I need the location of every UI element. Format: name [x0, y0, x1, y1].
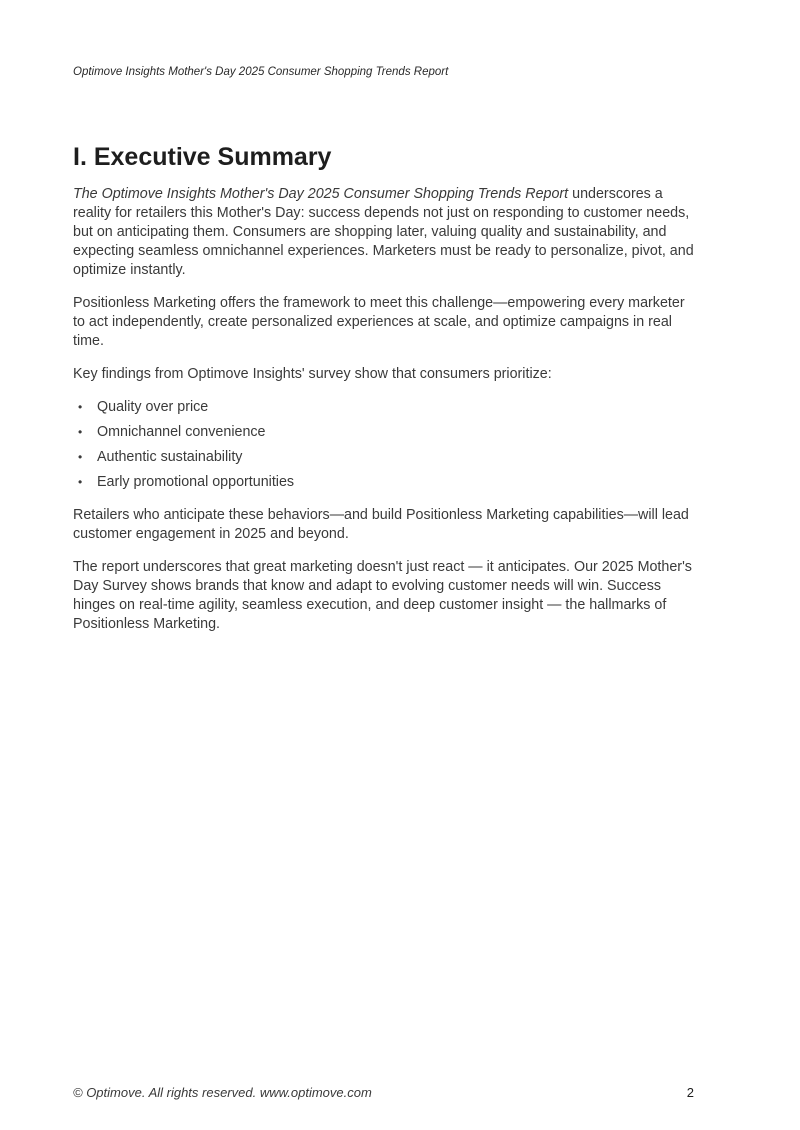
- page-number: 2: [686, 1085, 694, 1100]
- report-title-reference: The Optimove Insights Mother's Day 2025 Consumer Shopping Trends Report: [73, 186, 569, 202]
- key-findings-intro: Key findings from Optimove Insights' survey show that consumers prioritize:: [73, 366, 552, 382]
- footer-copyright: © Optimove. All rights reserved. www.optimove.com: [73, 1085, 372, 1100]
- bullet-icon: •: [78, 450, 83, 464]
- bullet-icon: •: [78, 475, 83, 489]
- conclusion-paragraph: The report underscores that great marketing doesn't just react — it anticipates. Our 2025 Mother's Day Survey shows brands that know and adapt to evolving customer needs will win. Success hinges on real-time agility, seamless execution, and deep customer insight — the hallmarks of Positionless Marketing.: [73, 559, 692, 632]
- key-findings-list: [73, 398, 698, 492]
- list-item-text: Quality over price: [97, 399, 209, 415]
- retailers-paragraph: Retailers who anticipate these behaviors—and build Positionless Marketing capabilities—will lead customer engagement in 2025 and beyond.: [73, 507, 689, 542]
- intro-paragraph-text: underscores a reality for retailers this Mother's Day: success depends not just on responding to customer needs, but on anticipating them. Consumers are shopping later, valuing quality and sustainability, and expecting seamless omnichannel experiences. Marketers must be ready to personalize, pivot, and optimize instantly.: [73, 186, 694, 278]
- list-item-text: Omnichannel convenience: [97, 424, 266, 440]
- bullet-icon: •: [78, 425, 83, 439]
- list-item-text: Authentic sustainability: [97, 449, 243, 465]
- list-item: [73, 423, 698, 442]
- framework-paragraph: Positionless Marketing offers the framework to meet this challenge—empowering every marketer to act independently, create personalized experiences at scale, and optimize campaigns in real time.: [73, 295, 685, 349]
- list-item-text: Early promotional opportunities: [97, 474, 295, 490]
- list-item: [73, 473, 698, 492]
- executive-summary-section: [73, 140, 698, 648]
- section-heading: I. Executive Summary: [73, 143, 332, 171]
- list-item: [73, 448, 698, 467]
- intro-paragraph: [73, 185, 698, 280]
- list-item: [73, 398, 698, 417]
- running-header: Optimove Insights Mother's Day 2025 Consumer Shopping Trends Report: [73, 66, 449, 78]
- bullet-icon: •: [78, 400, 83, 414]
